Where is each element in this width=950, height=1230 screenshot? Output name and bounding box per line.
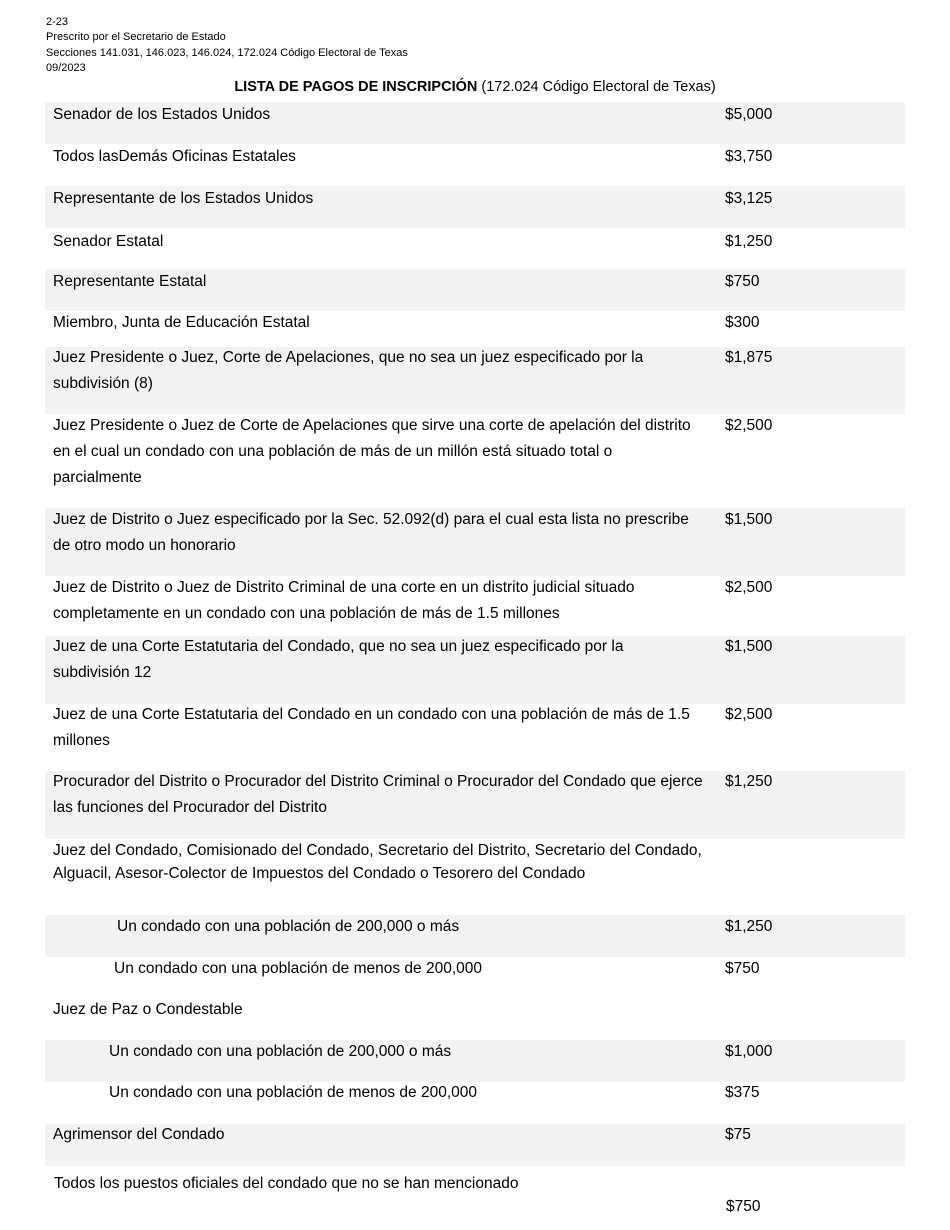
fee-row — [45, 576, 905, 636]
office-description: Juez de Distrito o Juez especificado por la Sec. 52.092(d) para el cual esta lista no prescribe de otro modo un honorario — [53, 511, 689, 554]
fee-amount: $3,125 — [725, 190, 773, 207]
office-description: Procurador del Distrito o Procurador del Distrito Criminal o Procurador del Condado que ejerce las funciones del Procurador del Distrito — [53, 773, 703, 816]
fee-row — [45, 186, 905, 228]
fee-amount: $1,250 — [725, 918, 773, 935]
prescribed-by: Prescrito por el Secretario de Estado — [46, 31, 226, 44]
fee-row — [45, 414, 905, 508]
fee-row — [45, 269, 905, 311]
fee-row — [45, 311, 905, 347]
office-description: Juez Presidente o Juez de Corte de Apelaciones que sirve una corte de apelación del distrito en el cual un condado con una población de más de un millón está situado total o parcialmente — [53, 417, 691, 486]
document-title — [0, 77, 950, 97]
office-description: Representante Estatal — [53, 273, 207, 290]
fee-amount: $750 — [725, 960, 760, 977]
fee-amount: $1,250 — [725, 773, 773, 790]
office-description: Juez de una Corte Estatutaria del Condado en un condado con una población de más de 1.5 millones — [53, 706, 690, 749]
fee-amount: $5,000 — [725, 106, 773, 123]
fee-amount: $750 — [725, 273, 760, 290]
fee-row — [45, 839, 905, 915]
office-description: Juez de una Corte Estatutaria del Condado, que no sea un juez especificado por la subdivisión 12 — [53, 638, 624, 681]
office-description: Un condado con una población de 200,000 o más — [109, 1043, 452, 1060]
fee-amount: $1,250 — [725, 233, 773, 250]
office-description: Un condado con una población de menos de 200,000 — [114, 960, 482, 977]
fee-amount: $2,500 — [725, 417, 773, 434]
form-number: 2-23 — [46, 16, 69, 28]
fee-amount: $1,000 — [725, 1043, 773, 1060]
fee-row — [45, 508, 905, 576]
fee-row — [45, 102, 905, 144]
fee-amount: $300 — [725, 314, 760, 331]
fee-row — [45, 636, 905, 704]
fee-row — [45, 704, 905, 771]
fee-amount: $375 — [725, 1084, 760, 1101]
form-header — [46, 15, 408, 76]
office-description: Juez Presidente o Juez, Corte de Apelaciones, que no sea un juez especificado por la subdivisión (8) — [53, 349, 644, 392]
office-description: Agrimensor del Condado — [53, 1126, 225, 1143]
revision-date: 09/2023 — [46, 61, 86, 74]
office-description: Miembro, Junta de Educación Estatal — [53, 314, 310, 331]
code-sections: Secciones 141.031, 146.023, 146.024, 172.024 Código Electoral de Texas — [46, 46, 408, 59]
fee-amount: $3,750 — [725, 148, 773, 165]
fee-amount: $1,500 — [725, 511, 773, 528]
fee-row — [45, 1040, 905, 1082]
office-description: Senador Estatal — [53, 233, 164, 250]
fee-table — [45, 102, 905, 1226]
title-reference: (172.024 Código Electoral de Texas) — [481, 79, 716, 95]
fee-row — [45, 998, 905, 1040]
fee-amount: $2,500 — [725, 579, 773, 596]
fee-amount: $75 — [725, 1126, 751, 1143]
office-description: Un condado con una población de menos de 200,000 — [109, 1084, 477, 1101]
office-description: Juez del Condado, Comisionado del Condado, Secretario del Distrito, Secretario del Condado, Alguacil, Asesor-Colector de Impuestos del Condado o Tesorero del Condado — [53, 842, 702, 882]
fee-row — [45, 144, 905, 186]
fee-row — [45, 1082, 905, 1124]
fee-row — [45, 1124, 905, 1166]
fee-row — [45, 1166, 905, 1226]
office-description: Un condado con una población de 200,000 o más — [117, 918, 460, 935]
office-description: Todos lasDemás Oficinas Estatales — [53, 148, 296, 165]
office-description: Juez de Paz o Condestable — [53, 1001, 243, 1018]
fee-amount: $1,875 — [725, 349, 773, 366]
office-description: Representante de los Estados Unidos — [53, 190, 314, 207]
fee-row — [45, 347, 905, 414]
fee-row — [45, 228, 905, 269]
office-description: Juez de Distrito o Juez de Distrito Criminal de una corte en un distrito judicial situado completamente en un condado con una población de más de 1.5 millones — [53, 579, 635, 622]
fee-row — [45, 915, 905, 957]
fee-row — [45, 771, 905, 839]
office-description: Senador de los Estados Unidos — [53, 106, 271, 123]
title-main: LISTA DE PAGOS DE INSCRIPCIÓN — [234, 79, 478, 95]
fee-row — [45, 957, 905, 998]
office-description: Todos los puestos oficiales del condado que no se han mencionado — [54, 1175, 519, 1192]
fee-amount: $750 — [726, 1198, 761, 1215]
fee-amount: $1,500 — [725, 638, 773, 655]
fee-amount: $2,500 — [725, 706, 773, 723]
